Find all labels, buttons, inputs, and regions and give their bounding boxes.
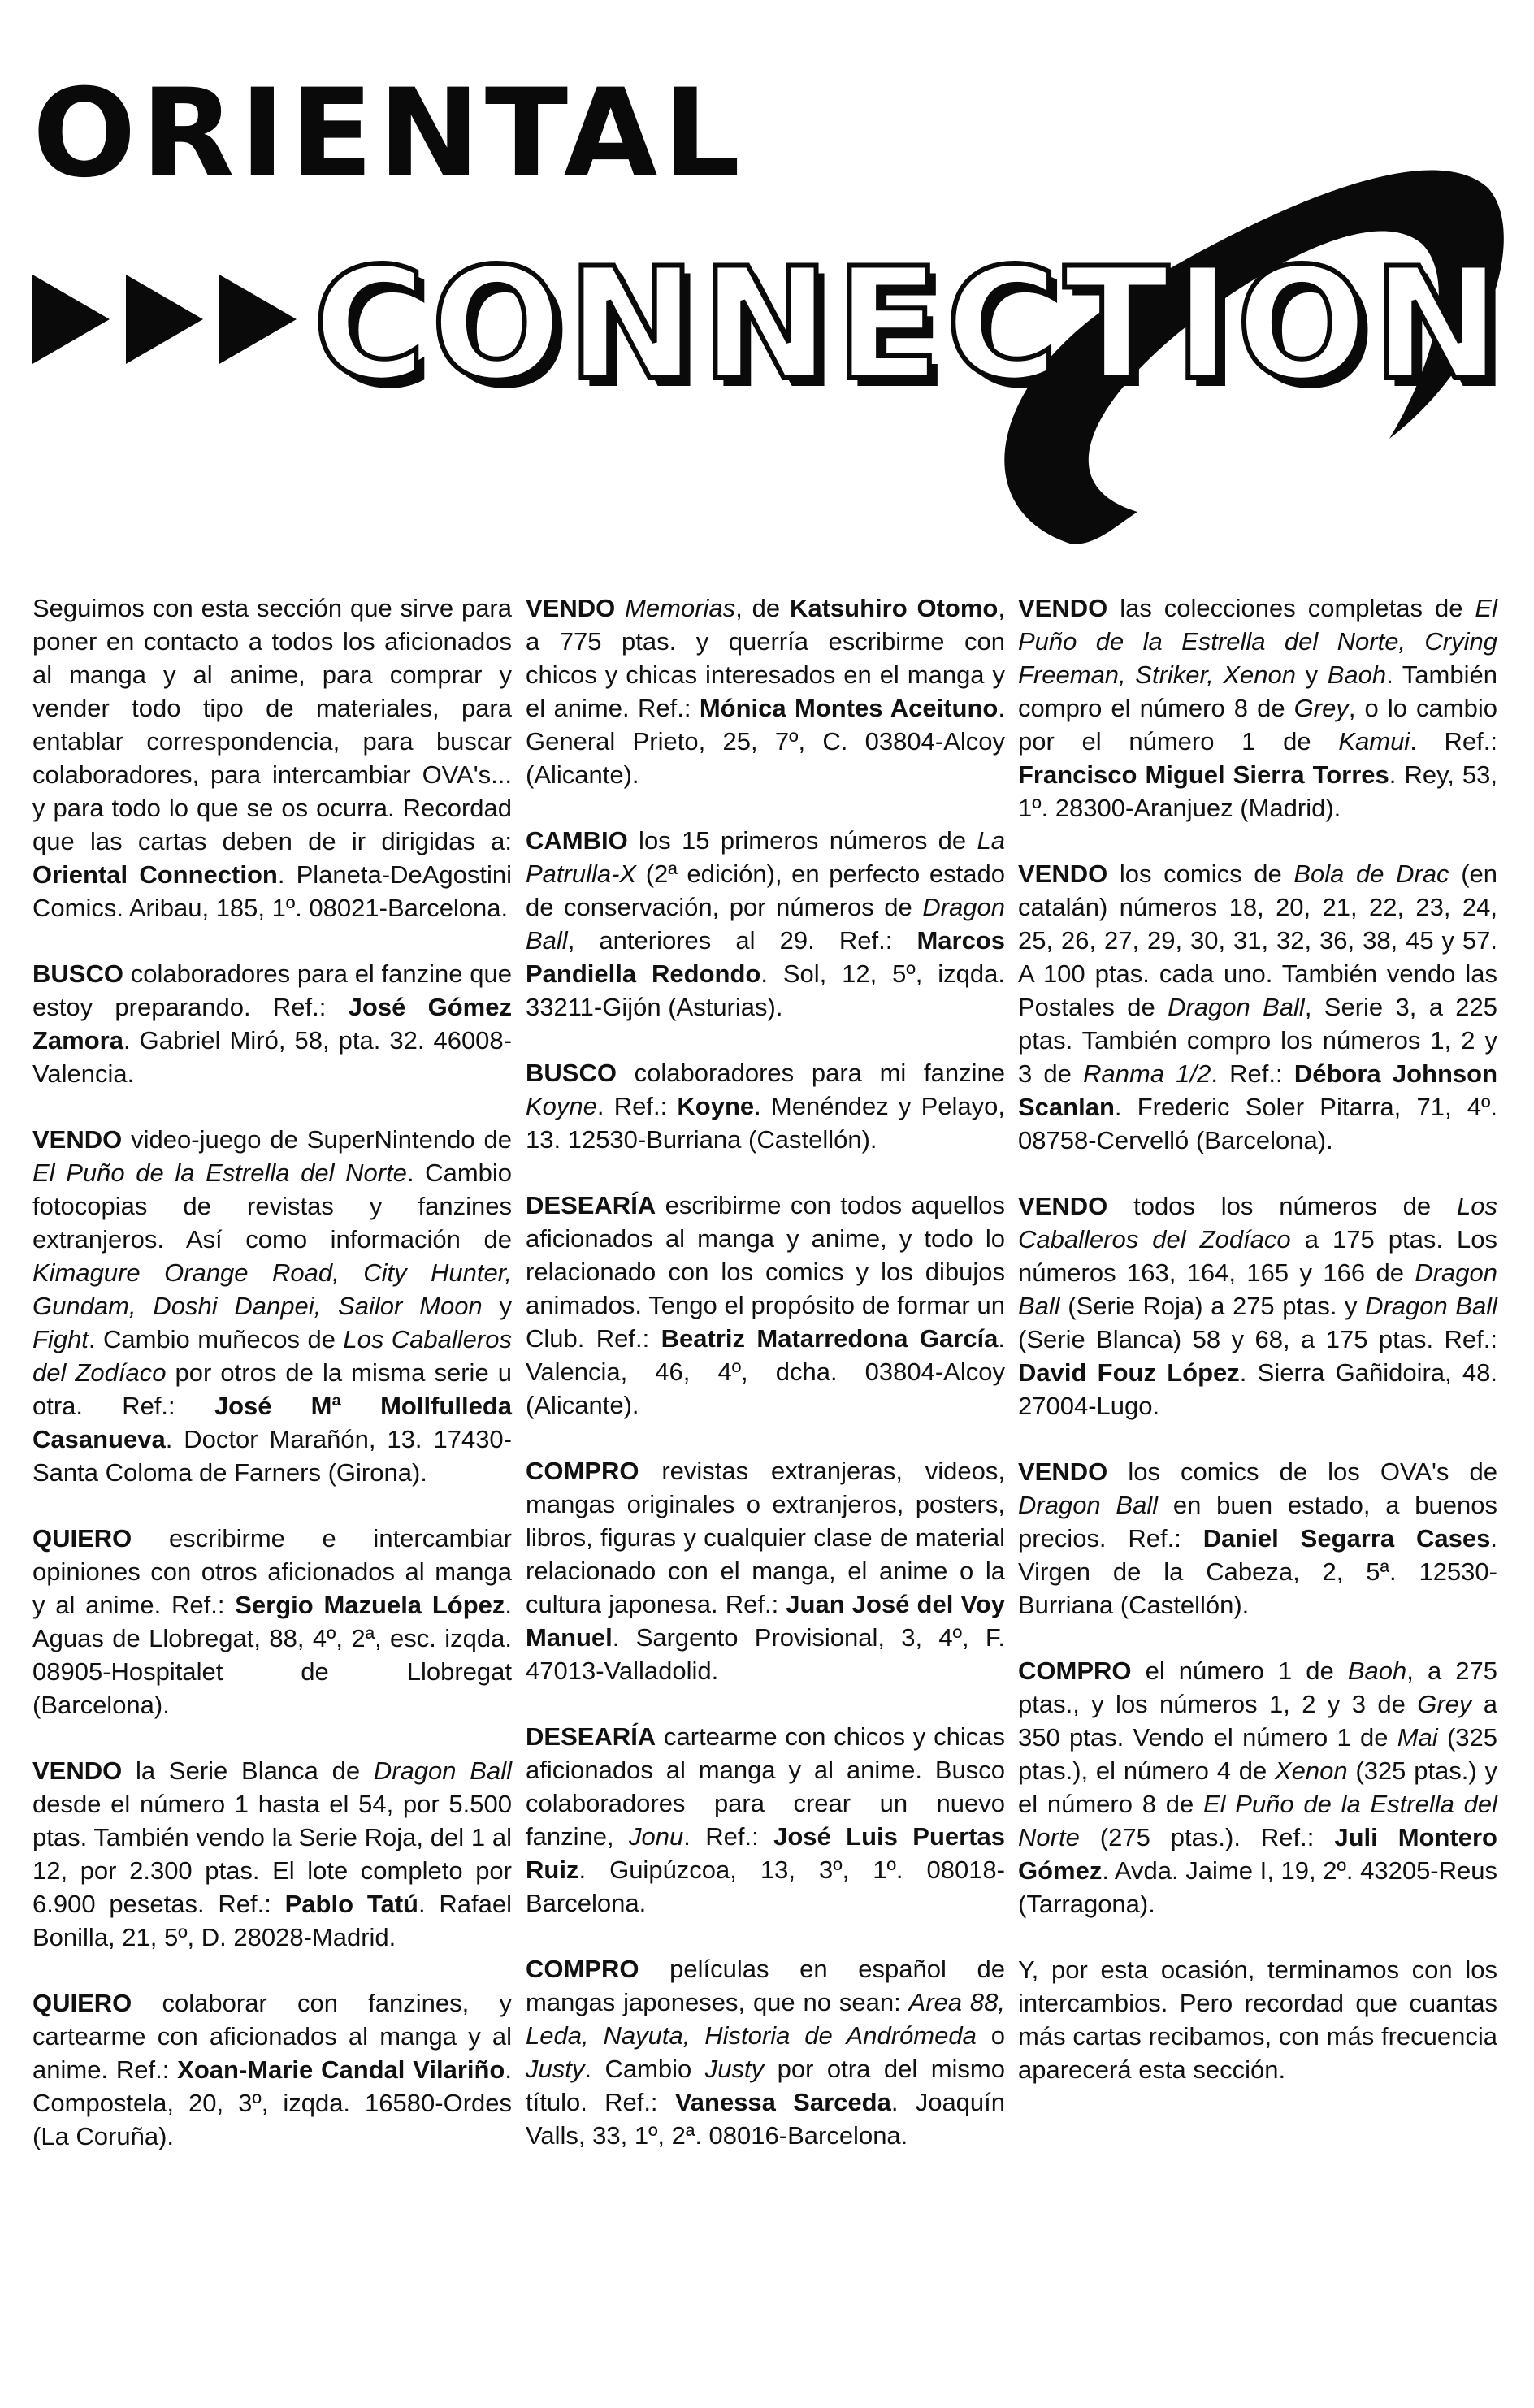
bold-text: COMPRO (526, 1955, 639, 1983)
bold-text: QUIERO (32, 1524, 132, 1553)
ad-text: y (1296, 660, 1328, 689)
classified-ad (1018, 857, 1497, 1157)
italic-title: Dragon Ball (1365, 1292, 1498, 1320)
classified-ad (1018, 1189, 1497, 1423)
ad-text: . Valencia, 46, 4º, dcha. 03804-Alcoy (Alicante). (526, 1324, 1005, 1419)
ad-text: colaborar con fanzines, y cartearme con aficionados al manga y al anime. Ref.: (32, 1989, 512, 2084)
ad-text: colaboradores para mi fanzine (616, 1059, 1005, 1087)
italic-title: Baoh (1347, 1657, 1407, 1685)
ad-text: revistas extranjeras, videos, mangas originales o extranjeros, posters, libros, figuras y cualquier clase de material relacionado con el manga, el anime o la cultura japonesa. Ref.: (526, 1457, 1005, 1618)
classified-ad (526, 1189, 1005, 1422)
ad-text: escribirme con todos aquellos aficionados al manga y anime, y todo lo relacionado con los comics y los dibujos animados. Tengo el propósito de formar un Club. Ref.: (526, 1191, 1005, 1353)
ad-text: escribirme e intercambiar opiniones con otros aficionados al manga y al anime. Ref.: (32, 1524, 512, 1619)
ad-text: (325 ptas.) y el número 8 de (1018, 1756, 1497, 1818)
ad-text: películas en español de mangas japoneses, que no sean: (526, 1955, 1005, 2016)
column-3 (1018, 591, 1497, 2119)
classified-ad (32, 1754, 512, 1954)
ad-text: o (976, 2021, 1006, 2050)
italic-title: Dragon Ball (1018, 1258, 1497, 1320)
bold-text: BUSCO (32, 959, 124, 988)
bold-text: COMPRO (526, 1457, 639, 1485)
classified-ad (526, 1454, 1005, 1687)
ad-text: . Virgen de la Cabeza, 2, 5ª. 12530-Burriana (Castellón). (1018, 1524, 1497, 1619)
classified-ad (32, 1986, 512, 2153)
ad-text: cartearme con chicos y chicas aficionados al manga y al anime. Busco colaboradores para crear un nuevo fanzine, (526, 1722, 1005, 1851)
ad-text: colaboradores para el fanzine que estoy preparando. Ref.: (32, 959, 512, 1021)
classified-ad (32, 591, 512, 925)
ad-text: los comics de los OVA's de (1107, 1457, 1497, 1486)
ad-text: . Compostela, 20, 3º, izqda. 16580-Ordes (La Coruña). (32, 2055, 512, 2150)
ad-text: video-juego de SuperNintendo de (122, 1125, 512, 1154)
classified-ad (32, 1123, 512, 1489)
ad-text: . Gabriel Miró, 58, pta. 32. 46008-Valencia. (32, 1026, 512, 1088)
ad-text: . Avda. Jaime I, 19, 2º. 43205-Reus (Tarragona). (1018, 1856, 1497, 1918)
italic-title: Dragon Ball (1018, 1491, 1159, 1519)
italic-title: El Puño de la Estrella del Norte, Crying Freeman, Striker, Xenon (1018, 594, 1497, 689)
classified-ad (32, 957, 512, 1090)
italic-title: Ranma 1/2 (1083, 1059, 1211, 1088)
ad-text: todos los números de (1107, 1192, 1458, 1220)
italic-title: Kimagure Orange Road, City Hunter, Gundam, Doshi Danpei, Sailor Moon (32, 1258, 512, 1320)
italic-title: Kamui (1338, 727, 1410, 756)
bold-text: Vanessa Sarceda (674, 2088, 891, 2116)
triple-arrow-icon (32, 258, 309, 380)
classified-ad (526, 1952, 1005, 2152)
ad-text: , Serie 3, a 225 ptas. También compro los números 1, 2 y 3 de (1018, 993, 1498, 1088)
ad-text: , a 775 ptas. y querría escribirme con chicos y chicas interesados en el manga y el anime. Ref.: (526, 594, 1005, 722)
ad-text: Y, por esta ocasión, terminamos con los intercambios. Pero recordad que cuantas más cartas recibamos, con más frecuencia aparecerá esta sección. (1018, 1955, 1497, 2084)
italic-title: Dragon Ball (1168, 993, 1305, 1021)
bold-text: VENDO (1018, 1192, 1108, 1220)
bold-text: Beatriz Matarredona García (661, 1324, 999, 1353)
bold-text: Marcos Pandiella Redondo (526, 926, 1005, 988)
ad-text: , o lo cambio por el número 1 de (1018, 694, 1497, 756)
bold-text: VENDO (526, 594, 616, 622)
ad-text: . Sol, 12, 5º, izqda. 33211-Gijón (Asturias). (526, 959, 1005, 1021)
italic-title: El Puño de la Estrella del Norte (32, 1159, 407, 1187)
classified-ad (1018, 1455, 1497, 1622)
ad-text: (2ª edición), en perfecto estado de conservación, por números de (526, 860, 1005, 921)
bold-text: David Fouz López (1018, 1358, 1240, 1387)
ad-text: . Ref.: (1410, 727, 1497, 756)
ad-text: , de (735, 594, 790, 622)
italic-title: Bola de Drac (1294, 860, 1450, 888)
ad-text: , anteriores al 29. Ref.: (567, 926, 917, 955)
column-1 (32, 591, 512, 2185)
italic-title: Xenon (1274, 1756, 1348, 1785)
italic-title: La Patrulla-X (526, 826, 1005, 888)
ad-text: . Cambio (584, 2055, 705, 2083)
ad-text: los comics de (1107, 860, 1294, 888)
bold-text: Juan José del Voy Manuel (526, 1590, 1005, 1652)
italic-title: Area 88, Leda, Nayuta, Historia de Andrómeda (526, 1988, 1005, 2050)
ad-text: . Cambio fotocopias de revistas y fanzines extranjeros. Así como información de (32, 1159, 513, 1254)
italic-title: Mai (1397, 1723, 1438, 1752)
ad-text: Seguimos con esta sección que sirve para poner en contacto a todos los aficionados al manga y al anime, para comprar y vender todo tipo de materiales, para entablar correspondencia, para buscar colaboradores, para intercambiar OVA's... y para todo lo que se os ocurra. Recordad que las cartas deben de ir dirigidas a: (32, 594, 512, 855)
ad-text: (Serie Blanca) 58 y 68, a 175 ptas. Ref.: (1018, 1325, 1497, 1353)
title-oriental: ORIENTAL (32, 63, 746, 205)
bold-text: Daniel Segarra Cases (1202, 1524, 1491, 1553)
classified-ad (1018, 591, 1497, 825)
classified-ad (1018, 1654, 1497, 1921)
bold-text: Juli Montero Gómez (1018, 1823, 1497, 1885)
bold-text: DESEARÍA (526, 1722, 656, 1751)
ad-text: (325 ptas.), el número 4 de (1018, 1723, 1497, 1785)
ad-text: (en catalán) números 18, 20, 21, 22, 23, 24, 25, 26, 27, 29, 30, 31, 32, 36, 38, 45 y 57. A 100 ptas. cada uno. También vendo las Postales de (1018, 860, 1497, 1021)
ad-text: , a 275 ptas., y los números 1, 2 y 3 de (1018, 1657, 1497, 1718)
bold-text: Francisco Miguel Sierra Torres (1018, 760, 1389, 789)
bold-text: BUSCO (526, 1059, 617, 1087)
italic-title: Justy (704, 2055, 765, 2083)
bold-text: José Mª Mollfulleda Casanueva (32, 1392, 512, 1453)
bold-text: José Luis Puertas Ruiz (526, 1822, 1005, 1884)
italic-title: Grey (1294, 694, 1349, 722)
italic-title: Memorias (625, 594, 736, 622)
classified-ad (526, 1720, 1005, 1920)
ad-text: . Doctor Marañón, 13. 17430-Santa Coloma de Farners (Girona). (32, 1425, 512, 1487)
italic-title: Dragon Ball (526, 893, 1005, 955)
ad-text: por otra del mismo título. Ref.: (526, 2055, 1005, 2116)
classified-ad (526, 824, 1005, 1024)
bold-text: Débora Johnson Scanlan (1018, 1059, 1498, 1121)
ad-text: en buen estado, a buenos precios. Ref.: (1018, 1491, 1497, 1553)
bold-text: Koyne (677, 1092, 755, 1120)
ad-text: a 175 ptas. Los números 163, 164, 165 y 166 de (1018, 1225, 1498, 1287)
ad-text: . Frederic Soler Pitarra, 71, 4º. 08758-Cervelló (Barcelona). (1018, 1093, 1497, 1154)
ad-text: las colecciones completas de (1107, 594, 1476, 622)
ad-text: desde el número 1 hasta el 54, por 5.500 ptas. También vendo la Serie Roja, del 1 al 12, por 2.300 ptas. El lote completo por 6.900 pesetas. Ref.: (32, 1790, 512, 1918)
ad-text: . También compro el número 8 de (1018, 660, 1497, 722)
bold-text: José Gómez Zamora (32, 993, 512, 1055)
ad-text: . Joaquín Valls, 33, 1º, 2ª. 08016-Barcelona. (526, 2088, 1006, 2150)
bold-text: Sergio Mazuela López (235, 1591, 505, 1619)
italic-title: Jonu (628, 1822, 684, 1851)
ad-text: a 350 ptas. Vendo el número 1 de (1018, 1690, 1498, 1752)
ad-text: . Ref.: (683, 1822, 774, 1851)
italic-title: Koyne (526, 1092, 597, 1120)
italic-title: Dragon Ball (373, 1756, 512, 1785)
ad-text: . Aguas de Llobregat, 88, 4º, 2ª, esc. izqda. 08905-Hospitalet de Llobregat (Barcelona). (32, 1591, 512, 1719)
ad-text: por otros de la misma serie u otra. Ref.: (32, 1358, 512, 1420)
bold-text: QUIERO (32, 1989, 132, 2017)
ad-text: . Ref.: (596, 1092, 678, 1120)
ad-text: los 15 primeros números de (627, 826, 977, 855)
bold-text: Mónica Montes Aceituno (699, 694, 999, 722)
ad-text: la Serie Blanca de (122, 1756, 374, 1785)
ad-text: . Sargento Provisional, 3, 4º, F. 47013-Valladolid. (526, 1623, 1005, 1685)
ad-text: . Rey, 53, 1º. 28300-Aranjuez (Madrid). (1018, 760, 1498, 822)
bold-text: Katsuhiro Otomo (789, 594, 999, 622)
classified-ad (32, 1522, 512, 1722)
ad-text: . Planeta-DeAgostini Comics. Aribau, 185, 1º. 08021-Barcelona. (32, 860, 512, 922)
ad-text: . Ref.: (1211, 1059, 1294, 1088)
bold-text: COMPRO (1018, 1657, 1132, 1685)
bold-text: Oriental Connection (32, 860, 278, 889)
italic-title: Justy (526, 2055, 585, 2083)
bold-text: VENDO (1018, 860, 1108, 888)
classified-ad (526, 591, 1005, 791)
ad-text (615, 594, 625, 622)
ad-text: . Rafael Bonilla, 21, 5º, D. 28028-Madrid. (32, 1890, 512, 1951)
ad-text: . Sierra Gañidoira, 48. 27004-Lugo. (1018, 1358, 1498, 1420)
bold-text: Pablo Tatú (284, 1890, 418, 1918)
ad-text: . Guipúzcoa, 13, 3º, 1º. 08018-Barcelona. (526, 1856, 1005, 1917)
ad-text: (Serie Roja) a 275 ptas. y (1060, 1292, 1366, 1320)
column-2 (526, 591, 1005, 2185)
classified-ad (526, 1056, 1005, 1156)
bold-text: VENDO (32, 1756, 123, 1785)
italic-title: El Puño de la Estrella del Norte (1018, 1790, 1497, 1851)
classified-ad (1018, 1953, 1497, 2086)
italic-title: Fight (32, 1325, 89, 1353)
ad-text: el número 1 de (1131, 1657, 1348, 1685)
ad-text: y (482, 1292, 512, 1320)
italic-title: Los Caballeros del Zodíaco (32, 1325, 512, 1387)
bold-text: CAMBIO (526, 826, 628, 855)
ad-text: . Menéndez y Pelayo, 13. 12530-Burriana (Castellón). (526, 1092, 1005, 1154)
bold-text: VENDO (1018, 1457, 1108, 1486)
bold-text: Xoan-Marie Candal Vilariño (177, 2055, 505, 2084)
ad-text: . General Prieto, 25, 7º, C. 03804-Alcoy (Alicante). (526, 694, 1005, 789)
bold-text: DESEARÍA (526, 1191, 656, 1219)
ad-text: (275 ptas.). Ref.: (1079, 1823, 1335, 1851)
bold-text: VENDO (1018, 594, 1108, 622)
bold-text: VENDO (32, 1125, 123, 1154)
italic-title: Grey (1417, 1690, 1472, 1718)
italic-title: Baoh (1327, 660, 1387, 689)
title-connection: CONNECTION (313, 235, 1507, 414)
ad-text: . Cambio muñecos de (88, 1325, 344, 1353)
italic-title: Los Caballeros del Zodíaco (1018, 1192, 1497, 1254)
